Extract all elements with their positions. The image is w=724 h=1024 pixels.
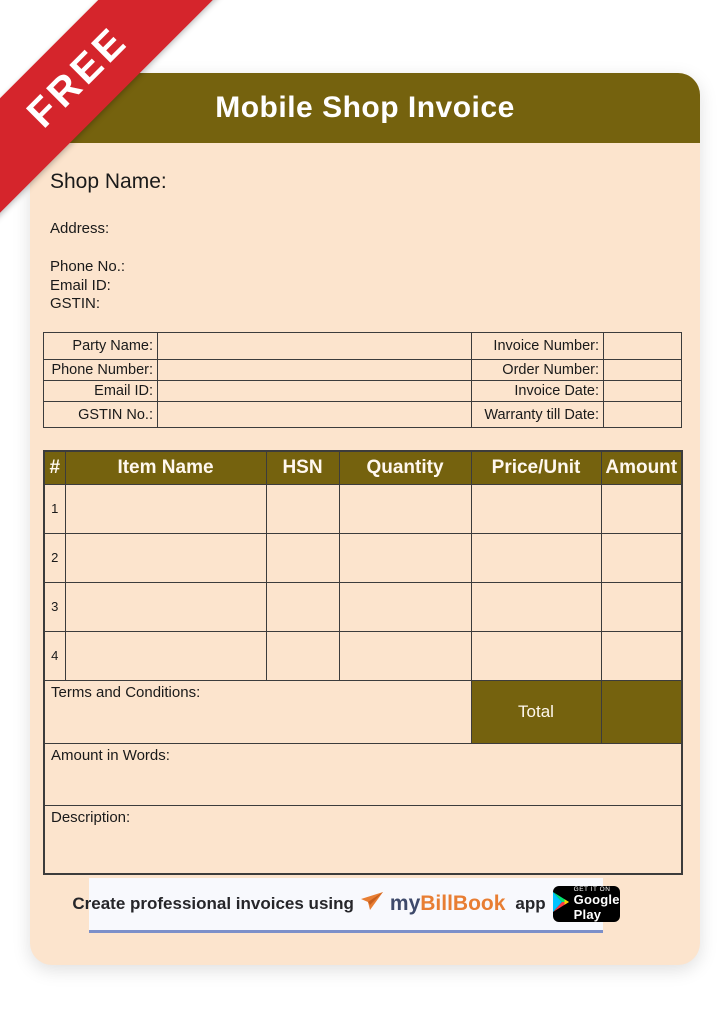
shop-email-label: Email ID: <box>50 277 111 294</box>
table-row <box>44 484 682 533</box>
table-row <box>44 582 682 631</box>
table-row <box>44 743 682 805</box>
phone-number-value-cell <box>158 360 472 381</box>
col-header-quantity: Quantity <box>339 451 471 484</box>
price-unit-cell <box>471 533 601 582</box>
invoice-number-value-cell <box>604 333 682 360</box>
table-row <box>44 805 682 874</box>
promo-text: Create professional invoices using <box>72 894 354 913</box>
badge-get-it-on: GET IT ON <box>573 886 611 894</box>
terms-and-conditions-cell: Terms and Conditions: <box>44 680 471 743</box>
invoice-number-label: Invoice Number: <box>472 333 604 360</box>
item-name-cell <box>65 484 266 533</box>
google-play-badge-text <box>574 886 620 922</box>
col-header-hsn: HSN <box>266 451 339 484</box>
items-table <box>43 450 683 875</box>
party-details-table <box>43 332 682 428</box>
price-unit-cell <box>471 484 601 533</box>
page-title: Mobile Shop Invoice <box>215 91 515 124</box>
gstin-no-label: GSTIN No.: <box>44 402 158 428</box>
quantity-cell <box>339 533 471 582</box>
table-row <box>44 533 682 582</box>
shop-gstin-label: GSTIN: <box>50 295 101 312</box>
description-cell: Description: <box>44 805 682 874</box>
google-play-badge[interactable] <box>553 886 620 922</box>
gstin-no-value-cell <box>158 402 472 428</box>
item-name-cell <box>65 533 266 582</box>
order-number-label: Order Number: <box>472 360 604 381</box>
shop-phone-label: Phone No.: <box>50 258 126 275</box>
table-row <box>44 631 682 680</box>
table-row <box>44 381 682 402</box>
brand-my: my <box>389 892 421 915</box>
shop-address-label: Address: <box>50 220 110 237</box>
brand-billbook: BillBook <box>420 892 506 915</box>
col-header-item-name: Item Name <box>65 451 266 484</box>
amount-cell <box>601 631 682 680</box>
mybillbook-logo-icon <box>361 892 383 916</box>
row-number: 1 <box>44 484 65 533</box>
price-unit-cell <box>471 631 601 680</box>
amount-in-words-cell: Amount in Words: <box>44 743 682 805</box>
badge-google-play: Google Play <box>573 892 620 922</box>
quantity-cell <box>339 582 471 631</box>
table-row <box>44 333 682 360</box>
price-unit-cell <box>471 582 601 631</box>
hsn-cell <box>266 631 339 680</box>
col-header-index: # <box>44 451 65 484</box>
table-row <box>44 360 682 381</box>
total-amount-cell <box>601 680 682 743</box>
table-row <box>44 680 682 743</box>
total-label-cell: Total <box>471 680 601 743</box>
row-number: 4 <box>44 631 65 680</box>
google-play-icon <box>553 892 569 917</box>
items-header-row <box>44 451 682 484</box>
quantity-cell <box>339 631 471 680</box>
hsn-cell <box>266 582 339 631</box>
row-number: 2 <box>44 533 65 582</box>
invoice-header-bar <box>30 73 700 143</box>
shop-name-label: Shop Name: <box>50 170 167 193</box>
invoice-date-value-cell <box>604 381 682 402</box>
table-row <box>44 402 682 428</box>
col-header-price-unit: Price/Unit <box>471 451 601 484</box>
email-id-label: Email ID: <box>44 381 158 402</box>
col-header-amount: Amount <box>601 451 682 484</box>
invoice-date-label: Invoice Date: <box>472 381 604 402</box>
party-name-label: Party Name: <box>44 333 158 360</box>
free-ribbon-label: FREE <box>18 18 137 137</box>
brand-wordmark <box>390 892 506 916</box>
item-name-cell <box>65 582 266 631</box>
amount-cell <box>601 484 682 533</box>
warranty-date-label: Warranty till Date: <box>472 402 604 428</box>
email-id-value-cell <box>158 381 472 402</box>
item-name-cell <box>65 631 266 680</box>
phone-number-label: Phone Number: <box>44 360 158 381</box>
promo-bar <box>72 878 620 933</box>
hsn-cell <box>266 533 339 582</box>
party-name-value-cell <box>158 333 472 360</box>
row-number: 3 <box>44 582 65 631</box>
quantity-cell <box>339 484 471 533</box>
warranty-date-value-cell <box>604 402 682 428</box>
amount-cell <box>601 533 682 582</box>
order-number-value-cell <box>604 360 682 381</box>
hsn-cell <box>266 484 339 533</box>
amount-cell <box>601 582 682 631</box>
app-word: app <box>515 894 546 913</box>
